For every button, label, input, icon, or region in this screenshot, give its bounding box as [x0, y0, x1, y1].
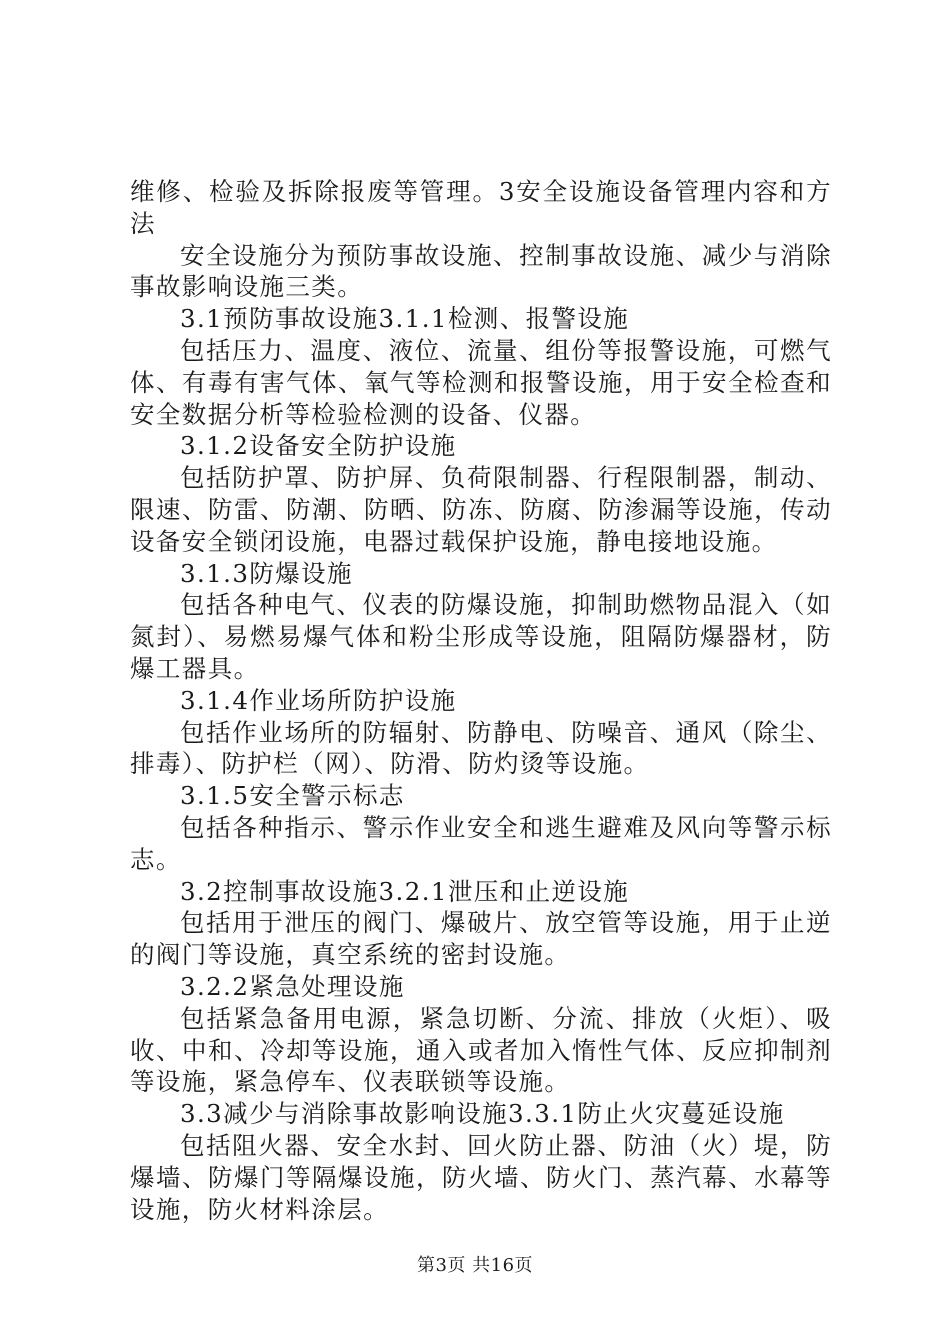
section-heading-3-1-3: 3.1.3防爆设施: [180, 558, 353, 588]
section-heading-3-1-4: 3.1.4作业场所防护设施: [180, 685, 457, 715]
section-heading-3-1: 3.1预防事故设施3.1.1检测、报警设施: [180, 304, 630, 334]
section-heading-3-1-5: 3.1.5安全警示标志: [180, 781, 405, 811]
paragraph-intro: 安全设施分为预防事故设施、控制事故设施、减少与消除事故影响设施三类。: [130, 240, 832, 302]
section-heading-3-1-2: 3.1.2设备安全防护设施: [180, 431, 457, 461]
paragraph-pressure-relief: 包括用于泄压的阀门、爆破片、放空管等设施，用于止逆的阀门等设施，真空系统的密封设施。: [130, 908, 832, 970]
paragraph-workplace-protection: 包括作业场所的防辐射、防静电、防噪音、通风（除尘、排毒）、防护栏（网）、防滑、防灼烫等设施。: [130, 717, 832, 779]
paragraph-explosion-proof: 包括各种电气、仪表的防爆设施，抑制助燃物品混入（如氮封）、易燃易爆气体和粉尘形成等设施，阻隔防爆器材，防爆工器具。: [130, 590, 832, 683]
section-heading-3-2: 3.2控制事故设施3.2.1泄压和止逆设施: [180, 876, 630, 906]
paragraph-warning-signs: 包括各种指示、警示作业安全和逃生避难及风向等警示标志。: [130, 812, 832, 874]
paragraph-fire-spread-prevention: 包括阻火器、安全水封、回火防止器、防油（火）堤，防爆墙、防爆门等隔爆设施，防火墙、防火门、蒸汽幕、水幕等设施，防火材料涂层。: [130, 1130, 832, 1224]
paragraph-emergency-handling: 包括紧急备用电源，紧急切断、分流、排放（火炬）、吸收、中和、冷却等设施，通入或者加入惰性气体、反应抑制剂等设施，紧急停车、仪表联锁等设施。: [130, 1003, 832, 1097]
paragraph-detection-alarm: 包括压力、温度、液位、流量、组份等报警设施，可燃气体、有毒有害气体、氧气等检测和报警设施，用于安全检查和安全数据分析等检验检测的设备、仪器。: [130, 335, 832, 429]
paragraph-continuation: 维修、检验及拆除报废等管理。3安全设施设备管理内容和方法: [130, 177, 832, 238]
page-number-footer: 第3页 共16页: [416, 1255, 534, 1276]
document-body: [130, 176, 832, 1225]
paragraph-equipment-protection: 包括防护罩、防护屏、负荷限制器、行程限制器，制动、限速、防雷、防潮、防晒、防冻、防腐、防渗漏等设施，传动设备安全锁闭设施，电器过载保护设施，静电接地设施。: [130, 463, 832, 556]
section-heading-3-2-2: 3.2.2紧急处理设施: [180, 971, 405, 1001]
section-heading-3-3: 3.3减少与消除事故影响设施3.3.1防止火灾蔓延设施: [180, 1099, 785, 1129]
